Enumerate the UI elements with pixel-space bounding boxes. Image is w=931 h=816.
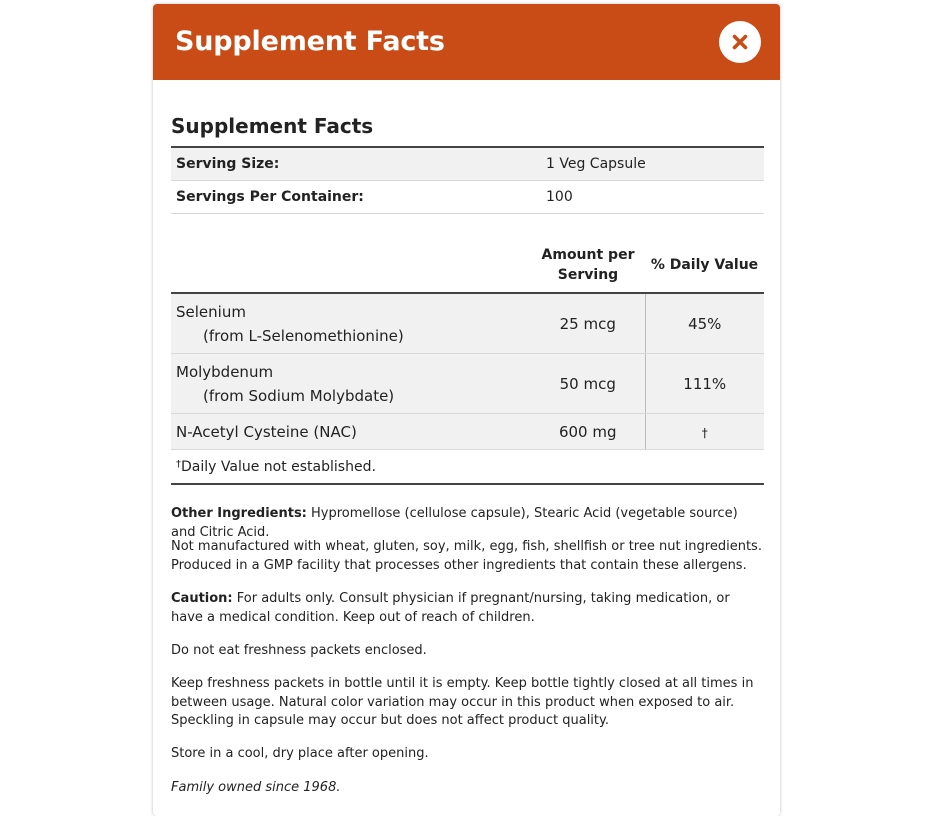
family-text: Family owned since 1968.	[171, 780, 341, 795]
table-header-row	[171, 238, 764, 293]
caution-label: Caution:	[171, 591, 233, 606]
table-row	[171, 354, 764, 414]
serving-size-label: Serving Size:	[171, 147, 541, 181]
other-ingredients-text: Hypromellose (cellulose capsule), Stearic Acid (vegetable source) and Citric Acid.	[171, 506, 738, 540]
table-row	[171, 414, 764, 450]
caution-statement	[171, 590, 764, 627]
storage-statement: Keep freshness packets in bottle until it is empty. Keep bottle tightly closed at all times in between usage. Natural color variation may occur in this product when exposed to air. Speckling in capsule may occur but does not affect product quality.	[171, 676, 754, 728]
nutrient-name: Molybdenum	[176, 362, 274, 381]
supplement-facts-modal	[153, 4, 780, 816]
section-title: Supplement Facts	[171, 114, 374, 138]
table-row	[171, 181, 764, 214]
footnote-row	[171, 450, 764, 485]
amount-header-line1: Amount per	[541, 247, 635, 263]
servings-per-container-value: 100	[541, 181, 764, 214]
serving-table	[171, 146, 764, 214]
allergen-statement: Not manufactured with wheat, gluten, soy, milk, egg, fish, shellfish or tree nut ingredients. Produced in a GMP facility that processes other ingredients that contain these allergens.	[171, 539, 762, 573]
nutrient-name: Selenium	[176, 302, 246, 321]
close-icon	[732, 34, 748, 50]
modal-header	[153, 4, 780, 80]
dagger-mark: †	[176, 458, 181, 470]
footnote-text: Daily Value not established.	[181, 458, 376, 475]
nutrient-column-header	[171, 238, 531, 293]
close-button[interactable]	[719, 21, 761, 63]
nutrient-source: (from L-Selenomethionine)	[203, 326, 404, 345]
amount-column-header	[531, 238, 645, 293]
serving-size-value: 1 Veg Capsule	[541, 147, 764, 181]
nutrient-table	[171, 238, 764, 485]
family-statement	[171, 779, 764, 798]
nutrient-amount: 50 mcg	[531, 354, 645, 414]
nutrient-name: N-Acetyl Cysteine (NAC)	[171, 414, 531, 450]
modal-title: Supplement Facts	[175, 26, 445, 57]
daily-value-column-header: % Daily Value	[645, 238, 764, 293]
table-row	[171, 293, 764, 354]
nutrient-amount: 25 mcg	[531, 293, 645, 354]
servings-per-container-label: Servings Per Container:	[171, 181, 541, 214]
caution-text: For adults only. Consult physician if pregnant/nursing, taking medication, or have a medical condition. Keep out of reach of children.	[171, 591, 730, 625]
table-row	[171, 147, 764, 181]
nutrient-daily-value: 111%	[645, 354, 764, 414]
other-ingredients-label: Other Ingredients:	[171, 506, 307, 521]
nutrient-daily-value: †	[701, 425, 708, 440]
nutrient-daily-value: 45%	[645, 293, 764, 354]
nutrient-source: (from Sodium Molybdate)	[203, 386, 395, 405]
amount-header-line2: Serving	[557, 267, 619, 283]
nutrient-amount: 600 mg	[531, 414, 645, 450]
freshness-statement: Do not eat freshness packets enclosed.	[171, 643, 427, 658]
other-ingredients	[171, 505, 764, 542]
store-statement: Store in a cool, dry place after opening.	[171, 746, 429, 761]
